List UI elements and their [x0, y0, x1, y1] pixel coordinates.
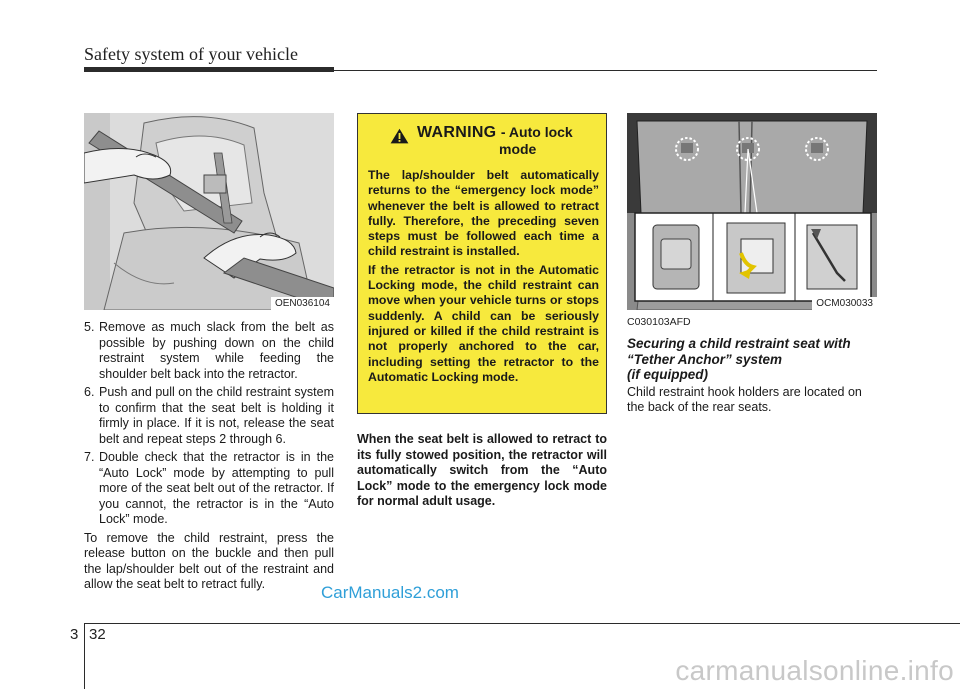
warning-body — [368, 168, 599, 385]
section-title-line: (if equipped) — [627, 367, 708, 382]
warning-title: WARNING — [417, 124, 497, 141]
footer-section-number: 3 — [70, 626, 79, 643]
child-seat-illustration — [84, 113, 334, 310]
section-body: Child restraint hook holders are located on the back of the rear seats. — [627, 384, 862, 414]
warning-paragraph-1: The lap/shoulder belt automatically returns to the “emergency lock mode” whenever the belt is allowed to retract fully. Therefore, the preceding seven steps must be followed each time a child restraint is installed. — [368, 168, 599, 259]
header-rule-thick — [84, 67, 334, 72]
figure-code-right: OCM030033 — [812, 297, 877, 310]
footer-page-number: 32 — [89, 626, 106, 643]
installation-steps — [84, 320, 334, 593]
remove-restraint-paragraph: To remove the child restraint, press the release button on the buckle and then pull the lap/shoulder belt out of the restraint and allow the seat belt to retract fully. — [84, 530, 334, 591]
watermark-link[interactable]: CarManuals2.com — [321, 583, 459, 602]
warning-header — [368, 124, 599, 168]
list-item — [84, 385, 334, 447]
footer-divider — [84, 623, 85, 689]
warning-box — [357, 113, 607, 414]
footer-rule — [84, 623, 960, 624]
warning-subtitle: - Auto lock — [500, 124, 573, 140]
warning-subtitle-line2: mode — [499, 141, 537, 157]
section-title-line: Securing a child restraint seat with — [627, 336, 851, 351]
step-text: Push and pull on the child restraint system to confirm that the seat belt is holding it firmly in place. If it is not, release the seat belt and repeat steps 2 through 6. — [99, 385, 334, 446]
list-item — [84, 320, 334, 382]
tether-anchor-section — [627, 316, 877, 416]
step-number: 5. — [84, 320, 95, 334]
stowed-position-paragraph: When the seat belt is allowed to retract to its fully stowed position, the retractor will automatically switch from the “Auto Lock” mode to the emergency lock mode for normal adult usage. — [357, 432, 607, 508]
warning-paragraph-2: If the retractor is not in the Automatic Locking mode, the child restraint can move when your vehicle turns or stops suddenly. A child can be seriously injured or killed if the child restraint is not properly anchored to the car, including setting the retractor to the Automatic Locking mode. — [368, 262, 599, 384]
section-code: C030103AFD — [627, 316, 691, 328]
page-header-title: Safety system of your vehicle — [84, 44, 298, 64]
tether-anchor-illustration — [627, 113, 877, 310]
section-title — [627, 336, 877, 383]
header-rule-thin — [334, 70, 877, 71]
step-text: Double check that the retractor is in the “Auto Lock” mode by attempting to pull more of the seat belt out of the retractor. If you cannot, the retractor is in the “Auto Lock” mode. — [99, 450, 334, 526]
figure-code-left: OEN036104 — [271, 297, 334, 310]
step-number: 6. — [84, 385, 95, 399]
list-item — [84, 450, 334, 528]
warning-triangle-icon — [390, 128, 409, 144]
section-title-line: “Tether Anchor” system — [627, 351, 783, 367]
step-text: Remove as much slack from the belt as possible by pushing down on the child restraint system while feeding the shoulder belt back into the retractor. — [99, 320, 334, 381]
site-watermark: carmanualsonline.info — [675, 655, 954, 686]
step-number: 7. — [84, 450, 95, 464]
